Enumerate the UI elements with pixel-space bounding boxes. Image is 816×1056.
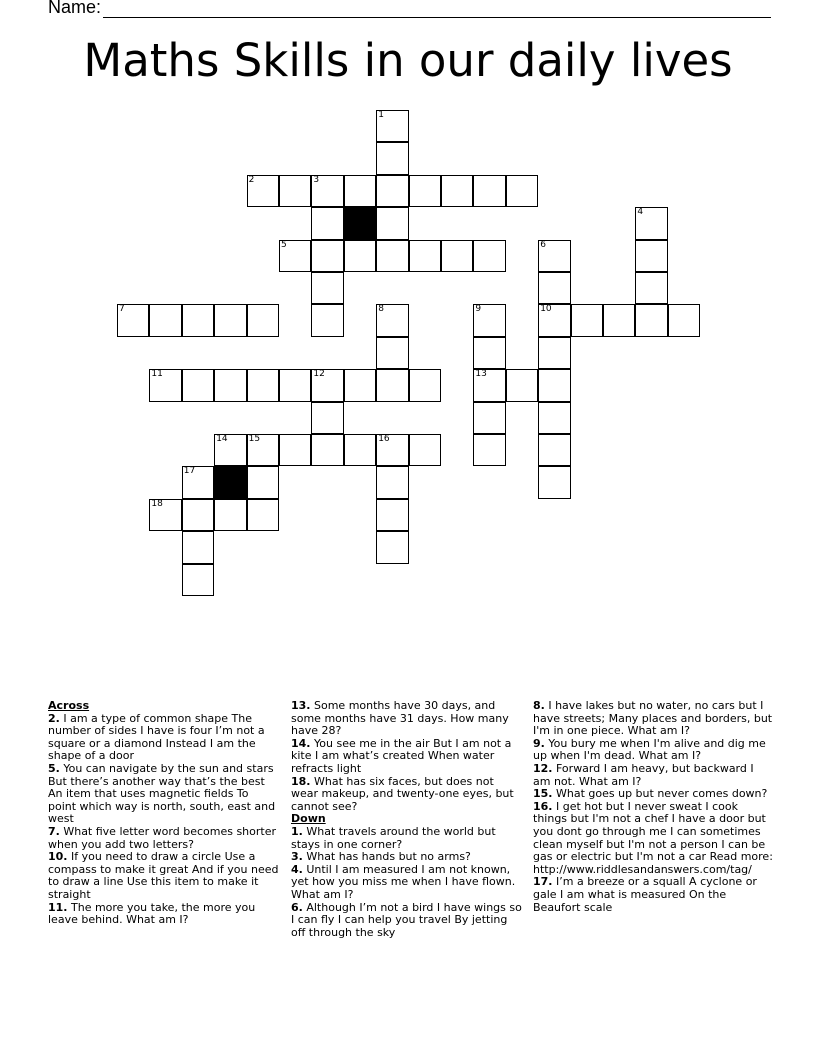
crossword-cell[interactable] [247,466,279,498]
clue-number: 3. [291,850,303,864]
crossword-cell[interactable] [344,369,376,401]
crossword-cell[interactable] [311,304,343,336]
crossword-cell[interactable] [376,499,408,531]
crossword-cell[interactable] [182,369,214,401]
crossword-cell[interactable] [214,369,246,401]
across-clue [291,700,523,738]
clue-text: You can navigate by the sun and stars But there’s another way that’s the best An item that uses magnetic fields To point which way is north, south, east and west [48,761,276,826]
across-clue [291,776,523,814]
clue-number: 10 [540,304,552,315]
page-title: Maths Skills in our daily lives [83,34,733,87]
clue-number: 9. [533,736,545,750]
clue-number: 5. [48,761,60,775]
clue-number: 3 [313,174,320,185]
clue-text: I am a type of common shape The number of sides I have is four I’m not a square or a diamond Instead I am the shape of a door [48,711,265,763]
crossword-cell[interactable] [376,434,408,466]
clue-number: 11 [151,369,163,380]
crossword-cell[interactable] [247,175,279,207]
crossword-cell[interactable] [409,240,441,272]
crossword-cell[interactable] [409,434,441,466]
crossword-cell[interactable] [635,272,667,304]
clue-number: 7 [119,304,125,315]
crossword-cell[interactable] [409,369,441,401]
across-header: Across [48,699,90,712]
clue-number: 16. [533,799,553,813]
clue-number: 9 [475,304,482,315]
crossword-cell[interactable] [311,434,343,466]
crossword-cell[interactable] [668,304,700,336]
crossword-cell[interactable] [311,240,343,272]
crossword-cell[interactable] [376,142,408,174]
crossword-cell[interactable] [247,369,279,401]
crossword-cell[interactable] [538,304,570,336]
crossword-cell[interactable] [473,304,505,336]
down-clue [533,801,773,877]
clues-column-2 [291,700,523,939]
clue-text: What five letter word becomes shorter when you add two letters? [48,824,277,851]
crossword-cell[interactable] [538,402,570,434]
crossword-cell[interactable] [473,369,505,401]
clue-number: 17. [533,875,553,889]
clue-text: I’m a breeze or a squall A cyclone or gale I am what is measured On the Beaufort scale [533,875,757,914]
crossword-cell[interactable] [247,304,279,336]
crossword-cell[interactable] [279,369,311,401]
crossword-cell[interactable] [279,175,311,207]
clue-number: 14. [291,736,311,750]
crossword-cell[interactable] [635,240,667,272]
across-clue [291,738,523,776]
crossword-black-cell [214,466,246,498]
clue-number: 12. [533,761,553,775]
clue-number: 16 [378,434,390,444]
clue-text: The more you take, the more you leave behind. What am I? [48,900,256,927]
clue-text: Some months have 30 days, and some months have 31 days. How many have 28? [291,699,509,738]
crossword-black-cell [344,207,376,239]
crossword-cell[interactable] [376,207,408,239]
crossword-cell[interactable] [182,466,214,498]
crossword-cell[interactable] [441,240,473,272]
crossword-cell[interactable] [182,304,214,336]
down-clue [533,876,773,914]
crossword-cell[interactable] [182,564,214,596]
clues-column-3 [533,700,773,914]
crossword-cell[interactable] [279,240,311,272]
clue-text: If you need to draw a circle Use a compass to make it great And if you need to draw a line Use this item to make it straight [48,850,279,901]
crossword-cell[interactable] [376,110,408,142]
crossword-cell[interactable] [279,434,311,466]
crossword-cell[interactable] [311,402,343,434]
clue-number: 4. [291,862,303,876]
down-clue [533,738,773,763]
clue-text: Although I’m not a bird I have wings so I can fly I can help you travel By jetting off through the sky [291,900,522,939]
crossword-cell[interactable] [473,337,505,369]
crossword-cell[interactable] [571,304,603,336]
clue-text: What has hands but no arms? [306,850,471,864]
crossword-cell[interactable] [344,240,376,272]
clue-text: Forward I am heavy, but backward I am not. What am I? [533,761,754,788]
clue-number: 18. [291,774,311,788]
crossword-cell[interactable] [376,175,408,207]
crossword-cell[interactable] [311,369,343,401]
crossword-cell[interactable] [538,434,570,466]
clue-number: 12 [313,369,325,380]
crossword-cell[interactable] [473,434,505,466]
clue-number: 15. [533,787,553,801]
clue-number: 2. [48,711,60,725]
clue-number: 5 [281,239,287,250]
crossword-cell[interactable] [311,175,343,207]
name-field [48,0,771,18]
clues-column-1 [48,700,280,927]
clue-number: 8. [533,699,545,712]
clue-text: I have lakes but no water, no cars but I have streets; Many places and borders, but I'm in one piece. What am I? [533,699,773,738]
crossword-cell[interactable] [344,434,376,466]
clue-text: What has six faces, but does not wear makeup, and twenty-one eyes, but cannot see? [291,774,514,813]
down-clue [533,763,773,788]
crossword-cell[interactable] [376,240,408,272]
crossword-cell[interactable] [538,337,570,369]
clue-number: 13. [291,699,311,712]
crossword-cell[interactable] [473,175,505,207]
name-label: Name: [48,0,102,17]
crossword-cell[interactable] [441,175,473,207]
crossword-cell[interactable] [506,175,538,207]
crossword-cell[interactable] [376,531,408,563]
clue-number: 1 [378,110,384,120]
crossword-cell[interactable] [603,304,635,336]
crossword-cell[interactable] [311,207,343,239]
clue-text: You bury me when I'm alive and dig me up when I'm dead. What am I? [533,736,766,763]
crossword-cell[interactable] [538,240,570,272]
down-clue [291,902,523,940]
crossword-cell[interactable] [538,272,570,304]
crossword-cell[interactable] [506,369,538,401]
crossword-cell[interactable] [311,272,343,304]
clue-number: 8 [378,304,384,315]
across-clue [48,826,280,851]
crossword-cell[interactable] [149,304,181,336]
across-clue [48,902,280,927]
crossword-cell[interactable] [376,304,408,336]
crossword-cell[interactable] [149,369,181,401]
clue-number: 7. [48,824,60,838]
clue-number: 1. [291,824,303,838]
crossword-cell[interactable] [376,369,408,401]
crossword-cell[interactable] [538,369,570,401]
crossword-cell[interactable] [473,240,505,272]
clue-number: 6. [291,900,303,914]
clue-text: What goes up but never comes down? [556,787,768,801]
crossword-cell[interactable] [376,337,408,369]
clue-number: 4 [637,207,644,218]
crossword-cell[interactable] [538,466,570,498]
crossword-cell[interactable] [247,434,279,466]
down-clue [291,826,523,851]
name-blank-line[interactable] [103,1,771,18]
clue-text: Until I am measured I am not known, yet how you miss me when I have flown. What am I? [291,862,516,901]
clue-number: 14 [216,434,228,444]
crossword-cell[interactable] [409,175,441,207]
clue-number: 11. [48,900,68,914]
across-clue [48,851,280,901]
crossword-cell[interactable] [214,304,246,336]
clue-number: 17 [183,466,196,477]
clue-text: What travels around the world but stays in one corner? [291,824,496,851]
crossword-cell[interactable] [182,499,214,531]
down-header: Down [291,812,326,826]
crossword-cell[interactable] [214,499,246,531]
clue-number: 18 [151,498,163,509]
clue-text: I get hot but I never sweat I cook things but I'm not a chef I have a door but you dont go through me I can sometimes clean myself but I'm not a person I can be gas or electric but I'm not a car Read more: http://www.riddlesandanswers.com/tag/ [533,799,773,876]
crossword-cell[interactable] [117,304,149,336]
clue-number: 2 [248,174,255,185]
crossword-cell[interactable] [635,304,667,336]
crossword-cell[interactable] [247,499,279,531]
clue-text: You see me in the air But I am not a kite I am what’s created When water refracts light [291,736,512,775]
crossword-cell[interactable] [344,175,376,207]
crossword-cell[interactable] [214,434,246,466]
down-clue [291,864,523,902]
crossword-cell[interactable] [149,499,181,531]
crossword-cell[interactable] [376,466,408,498]
clue-number: 10. [48,850,68,864]
crossword-cell[interactable] [182,531,214,563]
clue-number: 13 [475,369,487,380]
crossword-cell[interactable] [635,207,667,239]
crossword-cell[interactable] [473,402,505,434]
down-clue [533,700,773,738]
clue-number: 6 [540,239,546,250]
across-clue [48,763,280,826]
across-clue [48,713,280,763]
clue-number: 15 [248,434,261,444]
